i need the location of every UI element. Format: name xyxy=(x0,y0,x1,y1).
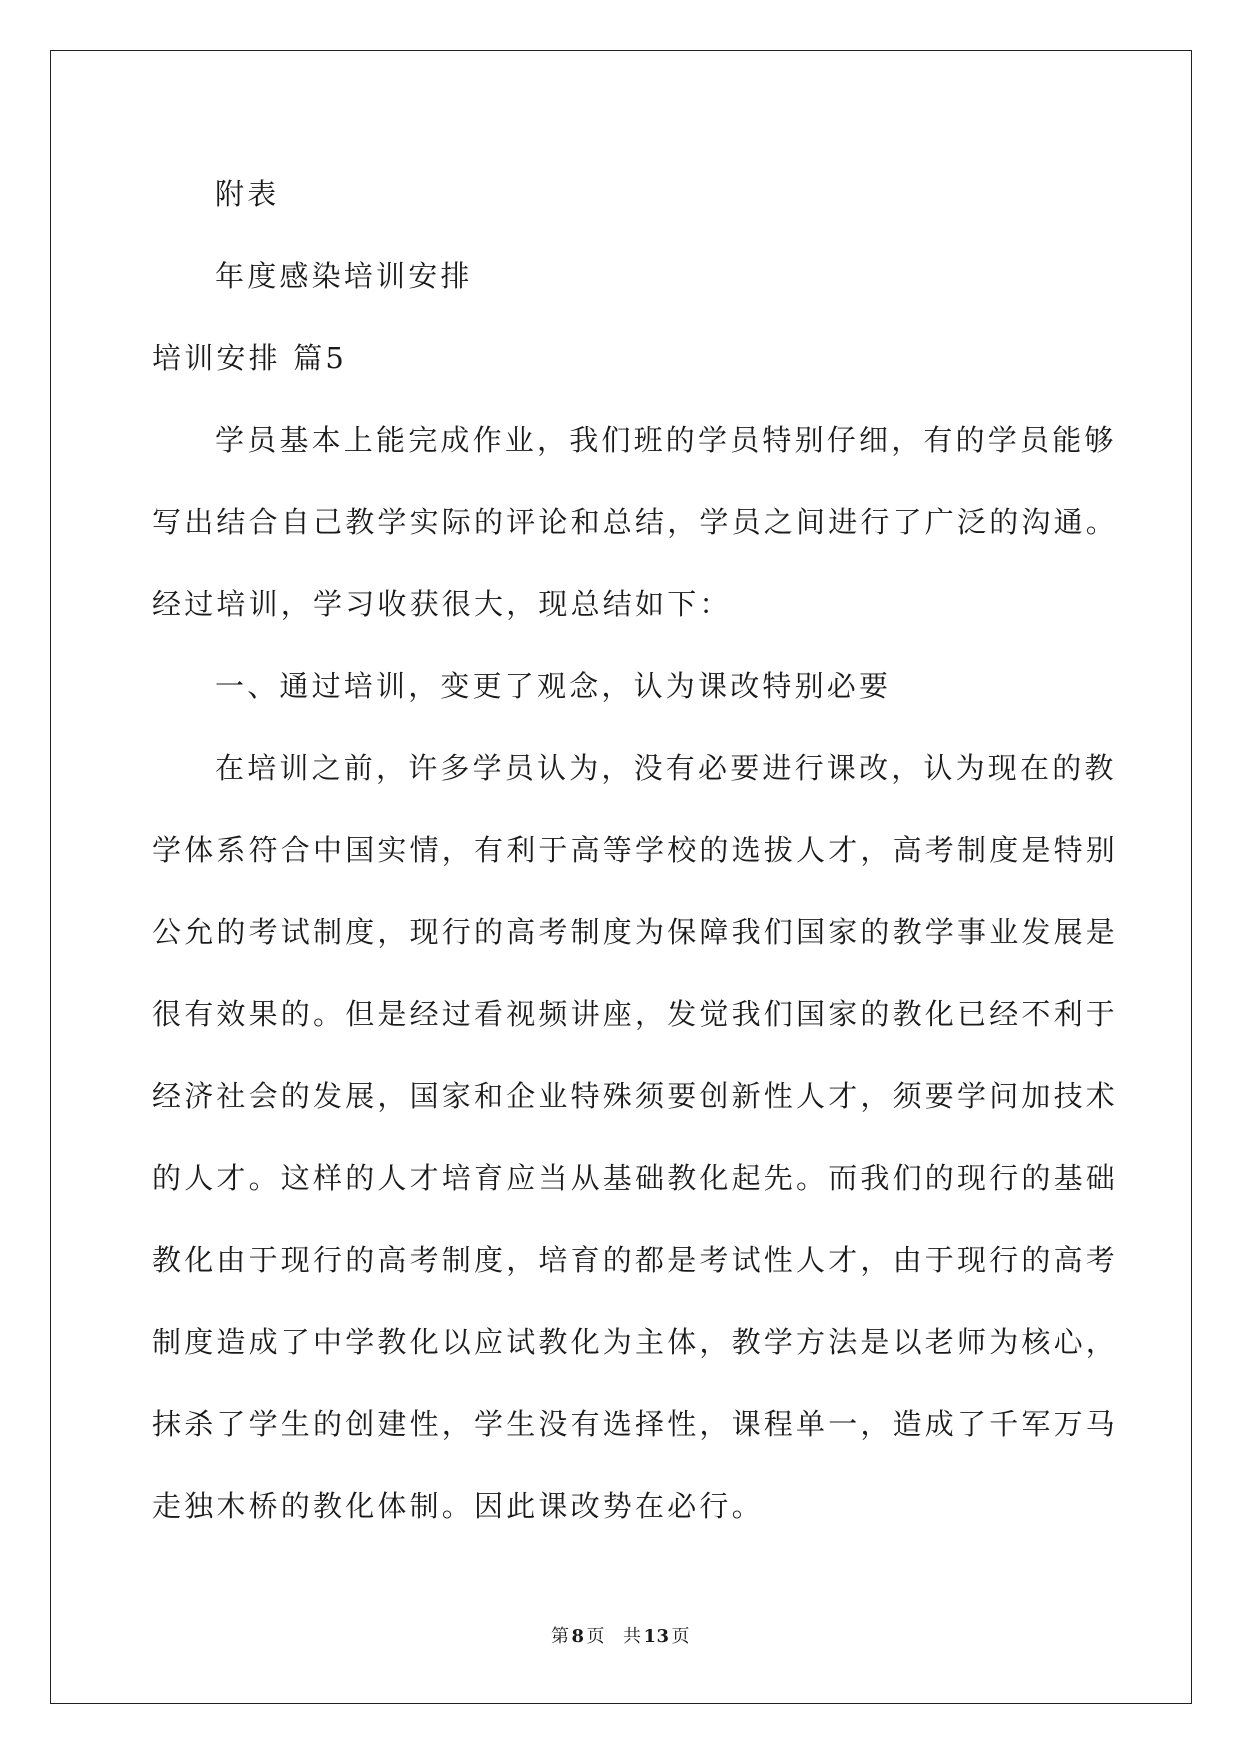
page-footer xyxy=(0,1622,1241,1648)
paragraph-line: 公允的考试制度，现行的高考制度为保障我们国家的教学事业发展是 xyxy=(152,915,1119,949)
paragraph-line: 学员基本上能完成作业，我们班的学员特别仔细，有的学员能够 xyxy=(215,423,1117,457)
paragraph-line: 写出结合自己教学实际的评论和总结，学员之间进行了广泛的沟通。 xyxy=(152,505,1119,539)
paragraph-line: 走独木桥的教化体制。因此课改势在必行。 xyxy=(152,1489,764,1523)
paragraph-line: 抹杀了学生的创建性，学生没有选择性，课程单一，造成了千军万马 xyxy=(152,1407,1119,1441)
paragraph-line: 教化由于现行的高考制度，培育的都是考试性人才，由于现行的高考 xyxy=(152,1243,1119,1277)
page-number: 8 xyxy=(571,1626,585,1647)
document-body xyxy=(152,158,1119,1552)
subsection-heading: 一、通过培训，变更了观念，认为课改特别必要 xyxy=(215,669,892,703)
paragraph-line: 经过培训，学习收获很大，现总结如下： xyxy=(152,587,732,621)
appendix-label: 附表 xyxy=(215,177,280,211)
total-pages: 13 xyxy=(643,1626,670,1647)
paragraph-line: 在培训之前，许多学员认为，没有必要进行课改，认为现在的教 xyxy=(215,751,1117,785)
page-prefix: 第 xyxy=(550,1626,570,1647)
page-suffix: 页 xyxy=(586,1626,605,1647)
paragraph-line: 经济社会的发展，国家和企业特殊须要创新性人才，须要学问加技术 xyxy=(152,1079,1119,1113)
paragraph-line: 的人才。这样的人才培育应当从基础教化起先。而我们的现行的基础 xyxy=(152,1161,1119,1195)
total-prefix: 共 xyxy=(622,1626,642,1647)
section-heading: 培训安排 篇5 xyxy=(152,341,348,375)
paragraph-line: 制度造成了中学教化以应试教化为主体，教学方法是以老师为核心， xyxy=(152,1325,1119,1359)
paragraph-line: 学体系符合中国实情，有利于高等学校的选拔人才，高考制度是特别 xyxy=(152,833,1119,867)
appendix-title: 年度感染培训安排 xyxy=(215,259,473,293)
paragraph-line: 很有效果的。但是经过看视频讲座，发觉我们国家的教化已经不利于 xyxy=(152,997,1119,1031)
total-suffix: 页 xyxy=(671,1626,691,1647)
